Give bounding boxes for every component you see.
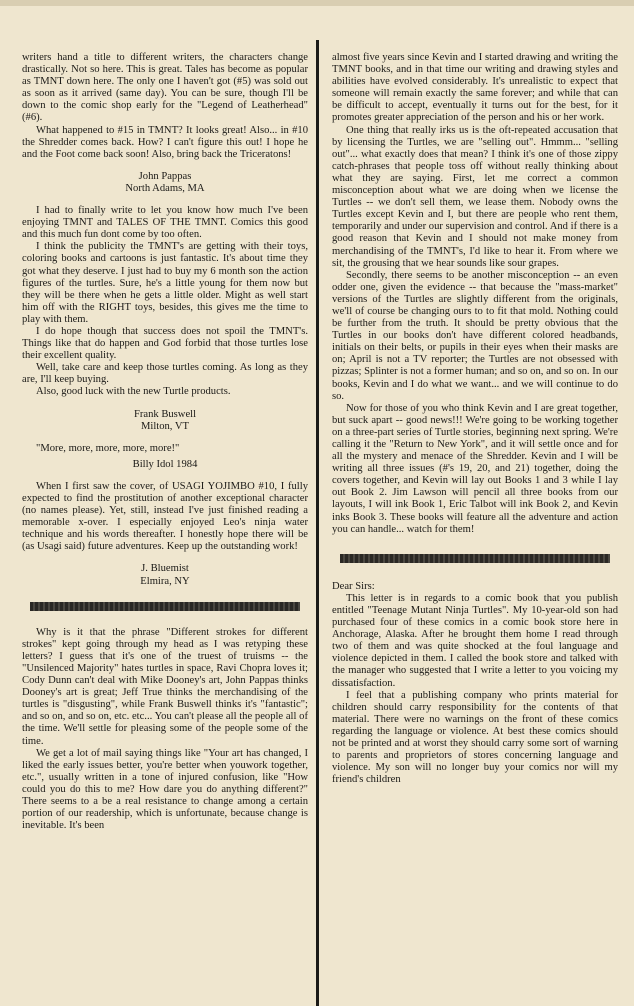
section-divider-bar [30,602,300,611]
signature-name: J. Bluemist [141,563,189,575]
right-column [332,52,618,786]
editor-response-paragraph: Now for those of you who think Kevin and I are great together, but suck apart -- good news!!! We're going to be working together on a three-part series of Turtle stories, beginning next spring. We're calling it the "Return to New York", and it will settle once and for all the mystery and menace of the Shredder. Kevin and I will be writing all three issues (#'s 19, 20, and 21) together, doing the covers together, and Kevin will lay out Books 1 and 3 while I lay out Book 2. Jim Lawson will pencil all three books from our layouts, I will ink Book 1, Eric Talbot will ink Book 2, and Kevin inks Book 3. These books will feature all the adventure and action you can handle... watch for them! [332,402,618,535]
signature-place: Elmira, NY [140,575,190,587]
letter-paragraph: This letter is in regards to a comic book that you publish entitled "Teenage Mutant Ninja Turtles". My 10-year-old son had purchased four of these comics in a comic book store here in Anchorage, Alaska. After he brought them home I read through two of them and was quite shocked at the foul language and violence depicted in them. I called the book store and talked with the manager who suggested that I write a letter to you voicing my dissatisfaction. [332,592,618,689]
section-divider-bar [340,554,610,563]
letter-paragraph: I had to finally write to let you know how much I've been enjoying TMNT and TALES OF THE TMNT. Comics this good and this much fun dont come by too often. [22,205,308,241]
signature-place: North Adams, MA [125,182,205,194]
editor-response-paragraph: We get a lot of mail saying things like "Your art has changed, I liked the early issues better, you're better when youwork together, etc.", usually written in a tone of injured confusion, like "How could you do this to me? How dare you do anything different?" There seems to a be a real resistance to change among a certain portion of our readership, which is unfortunate, because change is inevitable. It's been [22,747,308,832]
letter-paragraph: What happened to #15 in TMNT? It looks great! Also... in #10 the Shredder comes back. How? I can't figure this out! I hope he and the Foot come back soon! Also, bring back the Triceratons! [22,124,308,160]
signature-name: Frank Buswell [133,408,197,420]
quote-attribution: Billy Idol 1984 [132,458,198,470]
signature-block [22,563,308,587]
salutation: Dear Sirs: [332,580,375,592]
letter-paragraph: writers hand a title to different writers, the characters change drastically. Not so here. This is great. Tales has become as popular as TMNT down here. The only one I haven't got (#5) was sold out as soon as it arrived (same day). You can be sure, though I'll be down to the comic shop early for the "Legend of Leatherhead" (#6). [22,52,308,124]
signature-name: John Pappas [138,170,192,182]
signature-place: Milton, VT [140,420,190,432]
letter-paragraph: Also, good luck with the new Turtle products. [36,386,231,398]
signature-block [22,171,308,195]
letter-paragraph: Well, take care and keep those turtles coming. As long as they are, I'll keep buying. [22,362,308,386]
editor-response-paragraph: One thing that really irks us is the oft-repeated accusation that by licensing the Turtles, we are "selling out". Hmmm... "selling out"... what exactly does that mean? I think it's one of those zippy catch-phrases that people toss off without really thinking about what they are saying. First, let me correct a common misconception about what we are doing when we license the Turtles -- we don't sell them, we lease them. Nobody owns the Turtles except Kevin and I, but there are people who rent them, temporarily and under our supervision and control. And if there is a good reason that Kevin and I should not make money from merchandising of the TMNT's, I'd like to hear it. From where we sit, the grousing that we hear sounds like sour grapes. [332,124,618,269]
top-edge [0,0,634,6]
editor-response-paragraph: almost five years since Kevin and I started drawing and writing the TMNT books, and in that time our writing and drawing styles and abilities have evolved considerably. It's unrealistic to expect that someone will remain exactly the same forever; and while that can be difficult to accept, eventually it turns out for the best, for it promotes greater appreciation of the person and his or her work. [332,52,618,124]
letter-paragraph: I think the publicity the TMNT's are getting with their toys, coloring books and cartoons is just fantastic. It's about time they got what they deserve. I just had to buy my 6 month son the action figures of the turtles. Sure, he's a little young for them now but they will be there when he gets a little older. Might as well start him off with the RIGHT toys, besides, this gives me the time to play with them. [22,241,308,325]
letter-paragraph: When I first saw the cover, of USAGI YOJIMBO #10, I fully expected to find the prostitution of another exceptional character (no names please). Yet, still, instead I've just finished reading a memorable x-over. I especially enjoyed Leo's ninja water technique and his words thereafter. I honestly hope there will be (as Usagi said) future adventures. Keep up the outstanding work! [22,480,308,553]
quote-line: "More, more, more, more, more!" [36,442,180,454]
column-divider [316,40,319,1006]
left-column [22,52,308,832]
letter-paragraph: I do hope though that success does not spoil the TMNT's. Things like that do happen and God forbid that those turtles lose their excellent quality. [22,325,308,362]
editor-response-paragraph: Secondly, there seems to be another misconception -- an even odder one, given the evidence -- that because the "mass-market" versions of the Turtles are slightly different from the originals, we'll of course be changing ours to to fit that mold. Nothing could be further from the truth. It should be pretty obvious that the Turtles in our books don't have different colored headbands, initials on their belts, or pupils in their eyes when their masks are on; April is not a TV reporter; the Turtles are not obsessed with pizzas; Splinter is not a former human; and so on, and so on. In our books, Kevin and I do what we want... and we will continue to do so. [332,269,618,402]
letter-paragraph: I feel that a publishing company who prints material for children should carry responsibility for the contents of that material. There were no warnings on the front of these comics regarding the language or violence. At best these comics should not be printed and at worst they should carry some sort of warning to parents and proprietors of stores concerning language and violence. My son will no longer buy your comics nor will my friend's children [332,689,618,786]
signature-block [22,409,308,433]
editor-response-paragraph: Why is it that the phrase "Different strokes for different strokes" kept going through my head as I was retyping these letters? I guess that it's one of the truest of truisms -- the "Unsilenced Majority" hates turtles in space, Ravi Chopra loves it; Cody Dunn can't deal with Mike Dooney's art, John Pappas thinks Dooney's art is great; Jeff True thinks the merchandising of the turtles is "disgusting", while Frank Buswell thinks it's "fantastic"; and so on, and so on, etc. etc... You can't please all the people all of the time. We'll settle for pleasing some of the people some of the time. [22,626,308,747]
